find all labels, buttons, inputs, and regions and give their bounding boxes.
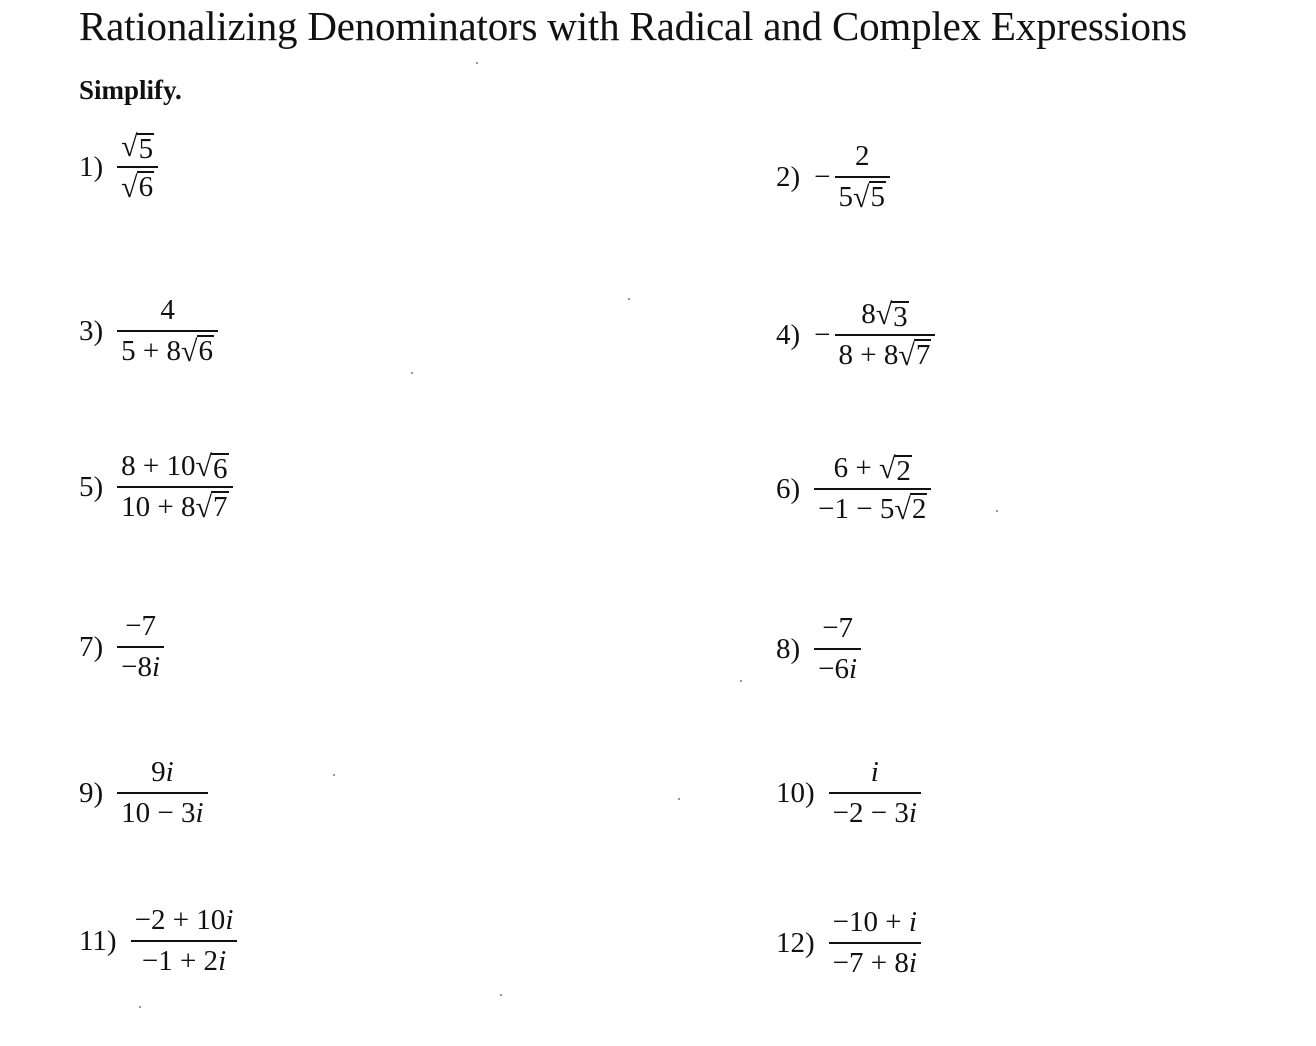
- problem-10: [776, 756, 921, 830]
- radical-sign: √: [878, 452, 896, 485]
- instruction-text: Simplify.: [79, 75, 182, 105]
- scan-speck: [476, 62, 478, 64]
- numerator: −7: [822, 612, 854, 644]
- term: −7 + 8: [832, 947, 909, 979]
- fraction: [829, 756, 921, 830]
- numerator: [829, 906, 921, 942]
- denominator: [117, 792, 207, 830]
- radicand: 2: [911, 493, 927, 525]
- imaginary-unit: i: [152, 651, 161, 683]
- scan-speck: [500, 994, 502, 996]
- problem-11: [79, 904, 237, 978]
- imaginary-unit: i: [908, 906, 917, 938]
- radicand: 5: [138, 133, 154, 165]
- scan-speck: [333, 774, 335, 776]
- scan-speck: [628, 298, 630, 300]
- term: −2 − 3: [832, 797, 909, 829]
- imaginary-unit: i: [165, 756, 174, 788]
- radical-sign: √: [121, 130, 138, 163]
- problem-number: 5): [79, 470, 104, 503]
- numerator: 4: [160, 294, 175, 326]
- radical-sign: √: [195, 491, 212, 524]
- problem-1: [79, 130, 158, 204]
- radicand: 7: [213, 491, 228, 523]
- worksheet-title: Rationalizing Denominators with Radical and Complex Expressions: [79, 3, 1187, 49]
- imaginary-unit: i: [195, 797, 204, 829]
- radicand: 3: [893, 301, 908, 333]
- term: 8 + 10: [121, 450, 196, 482]
- imaginary-unit: i: [908, 797, 917, 829]
- fraction: [814, 612, 861, 686]
- term: −10 +: [832, 906, 909, 938]
- denominator: [131, 940, 238, 978]
- radical-sign: √: [853, 181, 870, 214]
- coefficient: 8: [861, 298, 876, 330]
- denominator: [829, 792, 921, 830]
- fraction: [835, 140, 890, 214]
- denominator: [814, 648, 861, 686]
- negative-sign: −: [814, 160, 831, 193]
- problem-8: [776, 612, 861, 686]
- numerator: [147, 756, 178, 792]
- scan-speck: [996, 510, 998, 512]
- problem-number: 6): [776, 472, 801, 505]
- radicand: 6: [138, 171, 154, 203]
- problem-2: [776, 140, 890, 214]
- numerator: [131, 904, 238, 940]
- term: −2 + 10: [134, 904, 226, 936]
- problem-3: [79, 294, 218, 368]
- radicand: 5: [870, 181, 885, 213]
- problem-number: 4): [776, 318, 801, 351]
- problem-number: 1): [79, 150, 104, 183]
- negative-sign: −: [814, 318, 831, 351]
- problem-number: 3): [79, 314, 104, 347]
- radical-sign: √: [875, 298, 893, 331]
- scan-speck: [411, 372, 413, 374]
- denominator: [117, 166, 158, 204]
- problem-number: 10): [776, 776, 815, 809]
- problem-number: 12): [776, 926, 815, 959]
- radical-sign: √: [181, 335, 198, 368]
- term: 10 + 8: [121, 491, 196, 523]
- scan-speck: [139, 1006, 141, 1008]
- numerator: i: [870, 756, 879, 788]
- problem-5: [79, 450, 233, 524]
- numerator: −7: [125, 610, 157, 642]
- term: −1 + 2: [141, 945, 219, 977]
- term: −1 − 5: [818, 493, 895, 525]
- imaginary-unit: i: [908, 947, 917, 979]
- problem-number: 11): [79, 924, 117, 957]
- radical-sign: √: [195, 450, 212, 483]
- fraction: [835, 298, 936, 372]
- term: 6 +: [833, 452, 879, 484]
- numerator: [117, 130, 158, 166]
- term: −6: [818, 653, 850, 685]
- denominator: [829, 942, 921, 980]
- fraction: [117, 756, 207, 830]
- term: 5 + 8: [121, 335, 182, 367]
- numerator: [117, 450, 232, 486]
- term: 8 + 8: [838, 339, 899, 371]
- radicand: 7: [915, 339, 931, 371]
- imaginary-unit: i: [849, 653, 858, 685]
- numerator: [830, 452, 916, 488]
- fraction: [117, 294, 218, 368]
- fraction: [829, 906, 921, 980]
- coefficient: 9: [151, 756, 166, 788]
- fraction: [131, 904, 238, 978]
- numerator: [857, 298, 912, 334]
- problem-number: 7): [79, 630, 104, 663]
- scan-speck: [740, 680, 742, 682]
- imaginary-unit: i: [225, 904, 234, 936]
- fraction: [117, 610, 164, 684]
- denominator: [835, 176, 890, 214]
- problem-7: [79, 610, 164, 684]
- radicand: 6: [213, 453, 228, 485]
- fraction: [814, 452, 931, 526]
- denominator: [117, 486, 232, 524]
- fraction: [117, 450, 232, 524]
- problem-number: 9): [79, 776, 104, 809]
- fraction: [117, 130, 158, 204]
- term: −8: [121, 651, 153, 683]
- problem-12: [776, 906, 921, 980]
- radicand: 2: [896, 455, 911, 487]
- radical-sign: √: [894, 493, 911, 526]
- coefficient: 5: [838, 181, 854, 213]
- imaginary-unit: i: [218, 945, 227, 977]
- radicand: 6: [198, 335, 213, 367]
- term: 10 − 3: [121, 797, 196, 829]
- problem-number: 2): [776, 160, 801, 193]
- problem-number: 8): [776, 632, 801, 665]
- scan-speck: [678, 798, 680, 800]
- problem-9: [79, 756, 208, 830]
- radical-sign: √: [121, 171, 138, 204]
- numerator: 2: [855, 140, 870, 172]
- radical-sign: √: [898, 339, 915, 372]
- problem-4: [776, 298, 935, 372]
- denominator: [835, 334, 936, 372]
- denominator: [814, 488, 931, 526]
- problem-6: [776, 452, 931, 526]
- denominator: [117, 646, 164, 684]
- denominator: [117, 330, 218, 368]
